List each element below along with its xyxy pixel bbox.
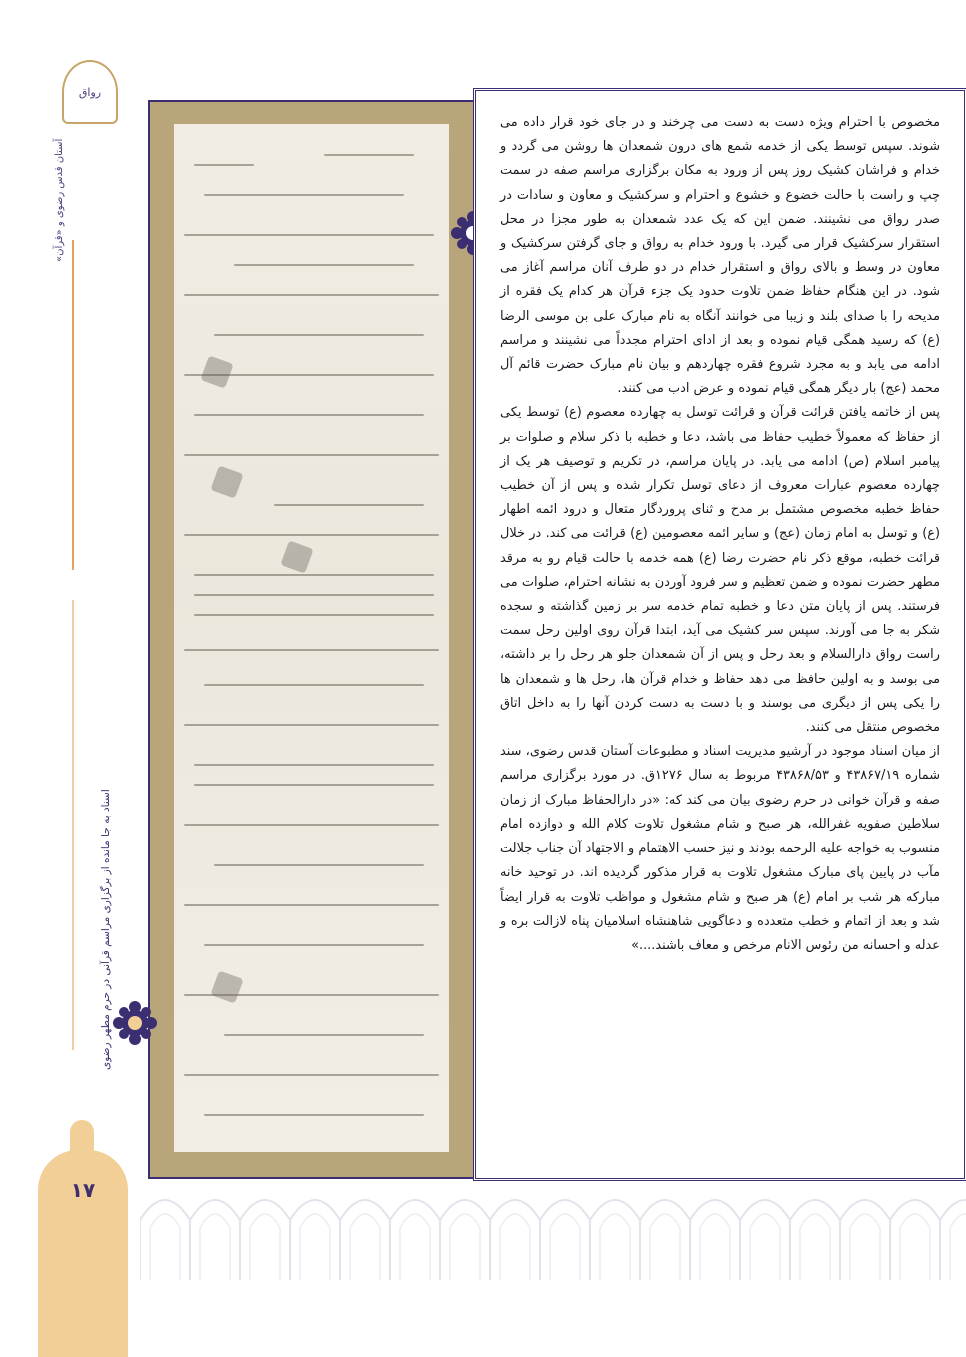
- article-body: [500, 111, 940, 958]
- manuscript-figure: [148, 100, 477, 1179]
- article-paragraph: از میان اسناد موجود در آرشیو مدیریت اسناد و مطبوعات آستان قدس رضوی، سند شماره ۴۳۸۶۷/۱۹ و ۴۳۸۶۸/۵۳ مربوط به سال ۱۲۷۶ق. در مورد برگزاری مراسم صفه و قرآن خوانی در حرم رضوی بیان می کند که: «در دارالحفاظ مبارک از زمان سلاطین صفویه غفرالله، هر صبح و شام مشغول تلاوت کلام الله و دوازده امام منسوب به خواجه علیه الرحمه بودند و نیز حسب الاهتمام و الاجتهاد آن جناب جلالت مآب در پایین پای مبارک مشغول تلاوت به قرار مذکور گردیده اند. در توحید خانه مبارکه هر شب بر امام (ع) هر صبح و شام مشغول و مواظب تلاوت به قرار ایضاً شد و بعد از اتمام و خطب متعدده و دعاگویی شاهنشاه اسلامیان پناه لازالت بره و عدله و احسانه من رئوس الانام مرخص و معاف باشند....»: [500, 744, 941, 953]
- manuscript-image: [174, 124, 449, 1152]
- article-frame: [473, 88, 966, 1181]
- article-paragraph: مخصوص با احترام ویژه دست به دست می چرخند و در جای خود قرار داده می شوند. سپس توسط یکی از خدمه شمع های درون شمعدان ها روشن می گردد و خدام و فراشان کشیک روز پس از ورود به مکان برگزاری مراسم صفه در سمت چپ و راست با حالت خضوع و خشوع و احترام و سرکشیک و معاون و سادات در صدر رواق می نشینند. ضمن این که یک عدد شمعدان به طور مجزا در محل استقرار سرکشیک قرار می گیرد. با ورود خدام به رواق و جای گرفتن سرکشیک و معاون در وسط و بالای رواق و استقرار خدام در دو طرف آنان مراسم آغاز می شود. در این هنگام حفاظ ضمن تلاوت حدود یک جزء قرآن هر کدام یک فقره از مدیحه را با صدای بلند و زیبا می خوانند آنگاه به نام مبارک علی بن موسی الرضا (ع) که رسید همگی قیام نموده و بعد از ادای احترام مجدداً می نشینند و مراسم ادامه می یابد و به مجرد شروع فقره چهاردهم و بیان نام مبارک حضرت قائم آل محمد (عج) بار دیگر همگی قیام نموده و عرض ادب می کنند.: [500, 115, 940, 397]
- sidebar-divider-lower: [72, 600, 74, 1050]
- figure-caption: اسناد به جا مانده از برگزاری مراسم قرآنی در حرم مطهر رضوی: [100, 789, 112, 1071]
- page-number: ۱۷: [70, 1178, 96, 1202]
- decorative-pattern: [140, 1180, 966, 1280]
- article-paragraph: پس از خاتمه یافتن قرائت قرآن و قرائت توسل به چهارده معصوم (ع) توسط یکی از حفاظ که معمولاً خطیب حفاظ می باشد، دعا و خطبه با ذکر سلام و صلوات بر پیامبر اسلام (ص) ادامه می یابد. در پایان مراسم، در تکریم و توصیف هر یک از چهارده معصوم عبارات معروف از دعای توسل تکرار شده و پس از آن خطیب حفاظ خطبه مخصوص مشتمل بر مدح و ثنای پروردگار متعال و درود ائمه اطهار (ع) و توسل به امام زمان (عج) و سایر ائمه معصومین (ع) قرائت می کند. در خلال قرائت خطبه، موقع ذکر نام حضرت رضا (ع) همه خدمه با حالت قیام رو به مرقد مطهر حضرت نموده و ضمن تعظیم و سر فرود آوردن به نشانه احترام، صلوات می فرستند. پس از پایان متن دعا و خطبه تمام خدمه سر بر زمین گذاشته و سجده شکر به جا می آورند. سپس سر کشیک می آید، ابتدا قرآن روی اولین رحل سمت راست رواق دارالسلام و بعد رحل و پس از آن شمعدان جلو هر رحل را بر داشته، می بوسد و به اولین حافظ می دهد حفاظ و خدام قرآن ها، رحل ها و شمعدان ها را یکی پس از دیگری می بوسند و با دست به دست کردن آنها را به داخل اتاق مخصوص منتقل می کنند.: [500, 405, 940, 736]
- journal-title: آستان قدس رضوی و «قرآن»: [54, 138, 65, 262]
- rosette-ornament-icon: [112, 1000, 158, 1046]
- sidebar-divider: [72, 240, 74, 570]
- journal-logo: رواق: [62, 60, 118, 124]
